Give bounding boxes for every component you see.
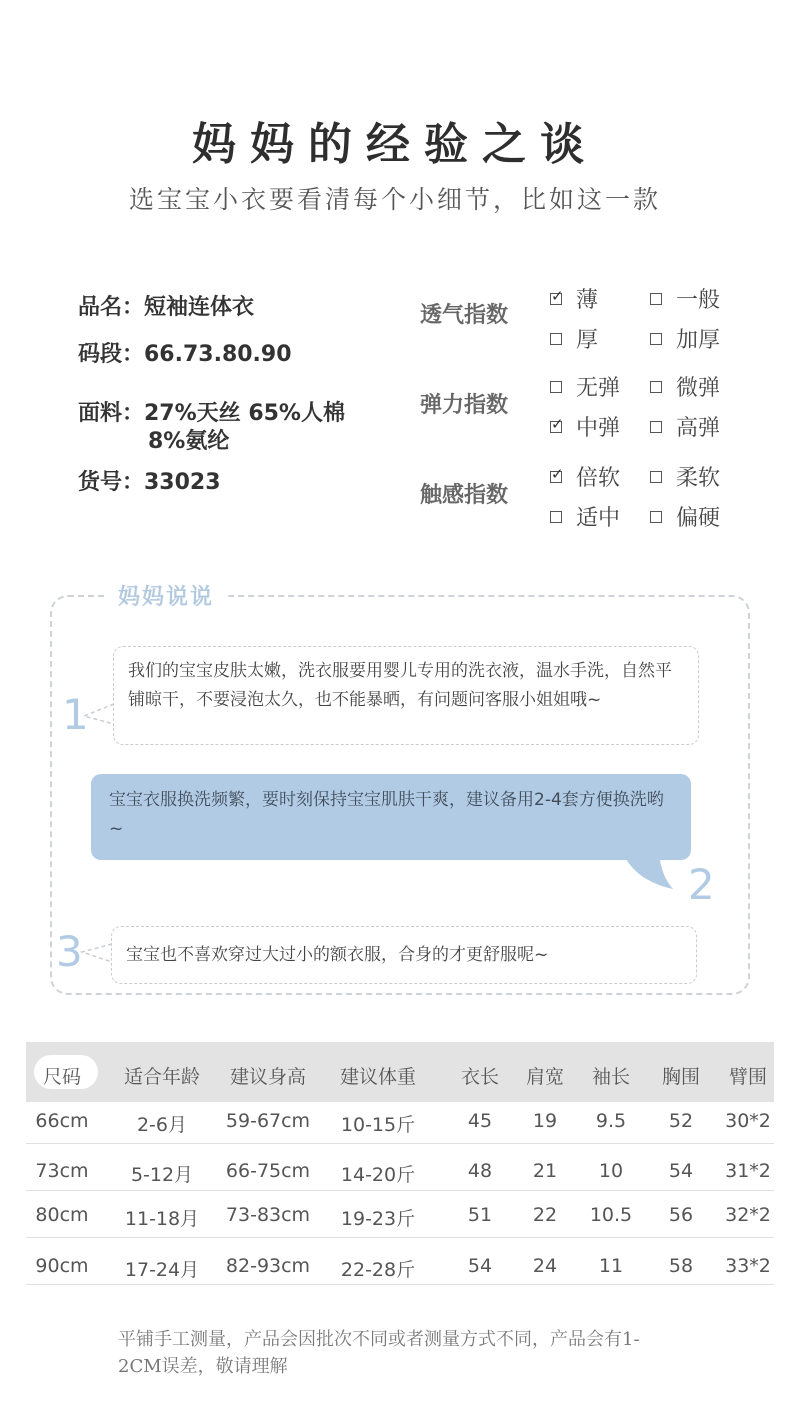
index-label-breathability: 透气指数 bbox=[420, 303, 509, 328]
unchecked-box-icon bbox=[550, 381, 562, 393]
tip-bubble-2: 宝宝衣服换洗频繁，要时刻保持宝宝肌肤干爽，建议备用2-4套方便换洗哟~ bbox=[91, 774, 691, 860]
index-option bbox=[550, 323, 598, 354]
unchecked-box-icon bbox=[650, 333, 662, 345]
size-table-cell: 11-18月 bbox=[124, 1208, 200, 1230]
size-table-cell: 45 bbox=[467, 1110, 493, 1132]
tip-bubble-1: 我们的宝宝皮肤太嫩，洗衣服要用婴儿专用的洗衣液，温水手洗，自然平铺晾干，不要浸泡太久，也不能暴晒，有问题问客服小姐姐哦~ bbox=[113, 646, 699, 745]
size-table-header-cell: 建议身高 bbox=[229, 1066, 306, 1088]
size-table-cell: 73cm bbox=[35, 1160, 89, 1182]
tip-number-1: 1 bbox=[62, 690, 89, 739]
unchecked-box-icon bbox=[650, 511, 662, 523]
product-item-no: 货号：33023 bbox=[78, 470, 221, 495]
page-title: 妈妈的经验之谈 bbox=[192, 119, 598, 170]
unchecked-box-icon bbox=[650, 293, 662, 305]
size-table-cell: 59-67cm bbox=[225, 1110, 311, 1132]
size-table-cell: 5-12月 bbox=[130, 1164, 194, 1186]
index-label-elasticity: 弹力指数 bbox=[420, 393, 509, 418]
unchecked-box-icon bbox=[650, 421, 662, 433]
size-table-cell: 31*2 bbox=[725, 1160, 771, 1182]
index-option bbox=[650, 323, 720, 354]
size-table-cell: 14-20斤 bbox=[340, 1164, 416, 1186]
size-table-cell: 10 bbox=[598, 1160, 624, 1182]
table-row-divider bbox=[26, 1284, 774, 1285]
size-table-cell: 58 bbox=[668, 1255, 694, 1277]
checked-box-icon bbox=[550, 293, 562, 305]
page-subtitle: 选宝宝小衣要看清每个小细节，比如这一款 bbox=[128, 185, 661, 214]
tips-title: 妈妈说说 bbox=[108, 580, 224, 611]
size-table-cell: 9.5 bbox=[595, 1110, 627, 1132]
index-option bbox=[650, 411, 720, 442]
size-table-header-cell: 臂围 bbox=[728, 1066, 767, 1088]
index-option-label: 厚 bbox=[576, 328, 599, 353]
index-option bbox=[550, 411, 620, 442]
size-table-cell: 54 bbox=[668, 1160, 694, 1182]
index-option bbox=[650, 371, 720, 402]
index-option bbox=[650, 461, 720, 492]
tip-bubble-3: 宝宝也不喜欢穿过大过小的额衣服，合身的才更舒服呢~ bbox=[111, 926, 697, 984]
size-table-cell: 10.5 bbox=[589, 1204, 633, 1226]
size-table-header-cell: 尺码 bbox=[42, 1066, 81, 1088]
measurement-note: 平铺手工测量，产品会因批次不同或者测量方式不同，产品会有1-2CM误差，敬请理解 bbox=[118, 1329, 640, 1377]
index-option-label: 适中 bbox=[576, 506, 621, 531]
size-table-header-cell: 胸围 bbox=[661, 1066, 700, 1088]
index-option-label: 微弹 bbox=[676, 376, 721, 401]
table-row-divider bbox=[26, 1237, 774, 1238]
size-table-header-cell: 衣长 bbox=[460, 1066, 499, 1088]
index-option-label: 偏硬 bbox=[676, 506, 721, 531]
product-fabric: 面料：27%天丝 65%人棉 bbox=[78, 401, 345, 426]
size-table-cell: 2-6月 bbox=[136, 1114, 188, 1136]
size-table-cell: 10-15斤 bbox=[340, 1114, 416, 1136]
index-option-label: 柔软 bbox=[676, 466, 721, 491]
checked-box-icon bbox=[550, 421, 562, 433]
index-option-label: 加厚 bbox=[676, 328, 721, 353]
unchecked-box-icon bbox=[650, 471, 662, 483]
index-option-label: 倍软 bbox=[576, 466, 621, 491]
checked-box-icon bbox=[550, 471, 562, 483]
bubble-tail-1 bbox=[82, 698, 116, 728]
size-table-cell: 73-83cm bbox=[225, 1204, 311, 1226]
table-row-divider bbox=[26, 1190, 774, 1191]
size-table-cell: 21 bbox=[532, 1160, 558, 1182]
product-sizes: 码段：66.73.80.90 bbox=[78, 342, 292, 367]
index-option bbox=[550, 283, 598, 314]
index-option bbox=[650, 501, 720, 532]
size-table-cell: 19-23斤 bbox=[340, 1208, 416, 1230]
size-table-cell: 82-93cm bbox=[225, 1255, 311, 1277]
index-option-label: 一般 bbox=[676, 288, 721, 313]
size-table-cell: 48 bbox=[467, 1160, 493, 1182]
size-table-cell: 22-28斤 bbox=[340, 1259, 416, 1281]
index-label-touch: 触感指数 bbox=[420, 483, 509, 508]
product-fabric-cont: 8%氨纶 bbox=[148, 429, 230, 454]
size-table-cell: 19 bbox=[532, 1110, 558, 1132]
index-option bbox=[550, 501, 620, 532]
size-table-cell: 24 bbox=[532, 1255, 558, 1277]
index-option bbox=[550, 371, 620, 402]
size-table-cell: 30*2 bbox=[725, 1110, 771, 1132]
tip-number-2: 2 bbox=[688, 860, 715, 909]
size-table-header-cell: 袖长 bbox=[591, 1066, 630, 1088]
index-option-label: 高弹 bbox=[676, 416, 721, 441]
size-table-cell: 22 bbox=[532, 1204, 558, 1226]
size-table-cell: 17-24月 bbox=[124, 1259, 200, 1281]
size-table-cell: 80cm bbox=[35, 1204, 89, 1226]
size-table-cell: 11 bbox=[598, 1255, 624, 1277]
size-table-cell: 66-75cm bbox=[225, 1160, 311, 1182]
table-row-divider bbox=[26, 1143, 774, 1144]
size-table-cell: 56 bbox=[668, 1204, 694, 1226]
size-table-cell: 32*2 bbox=[725, 1204, 771, 1226]
size-table-header-cell: 肩宽 bbox=[525, 1066, 564, 1088]
unchecked-box-icon bbox=[550, 333, 562, 345]
size-table-cell: 52 bbox=[668, 1110, 694, 1132]
size-table-header-cell: 适合年龄 bbox=[123, 1066, 200, 1088]
index-option-label: 中弹 bbox=[576, 416, 621, 441]
tip-number-3: 3 bbox=[56, 927, 83, 976]
size-table-header-cell: 建议体重 bbox=[339, 1066, 416, 1088]
bubble-tail-3 bbox=[80, 940, 114, 968]
index-option bbox=[650, 283, 720, 314]
size-table-cell: 33*2 bbox=[725, 1255, 771, 1277]
size-table-cell: 54 bbox=[467, 1255, 493, 1277]
size-table-cell: 66cm bbox=[35, 1110, 89, 1132]
index-option-label: 无弹 bbox=[576, 376, 621, 401]
product-name: 品名：短袖连体衣 bbox=[78, 295, 255, 320]
size-table-cell: 51 bbox=[467, 1204, 493, 1226]
unchecked-box-icon bbox=[650, 381, 662, 393]
index-option-label: 薄 bbox=[576, 288, 599, 313]
index-option bbox=[550, 461, 620, 492]
unchecked-box-icon bbox=[550, 511, 562, 523]
size-table-cell: 90cm bbox=[35, 1255, 89, 1277]
